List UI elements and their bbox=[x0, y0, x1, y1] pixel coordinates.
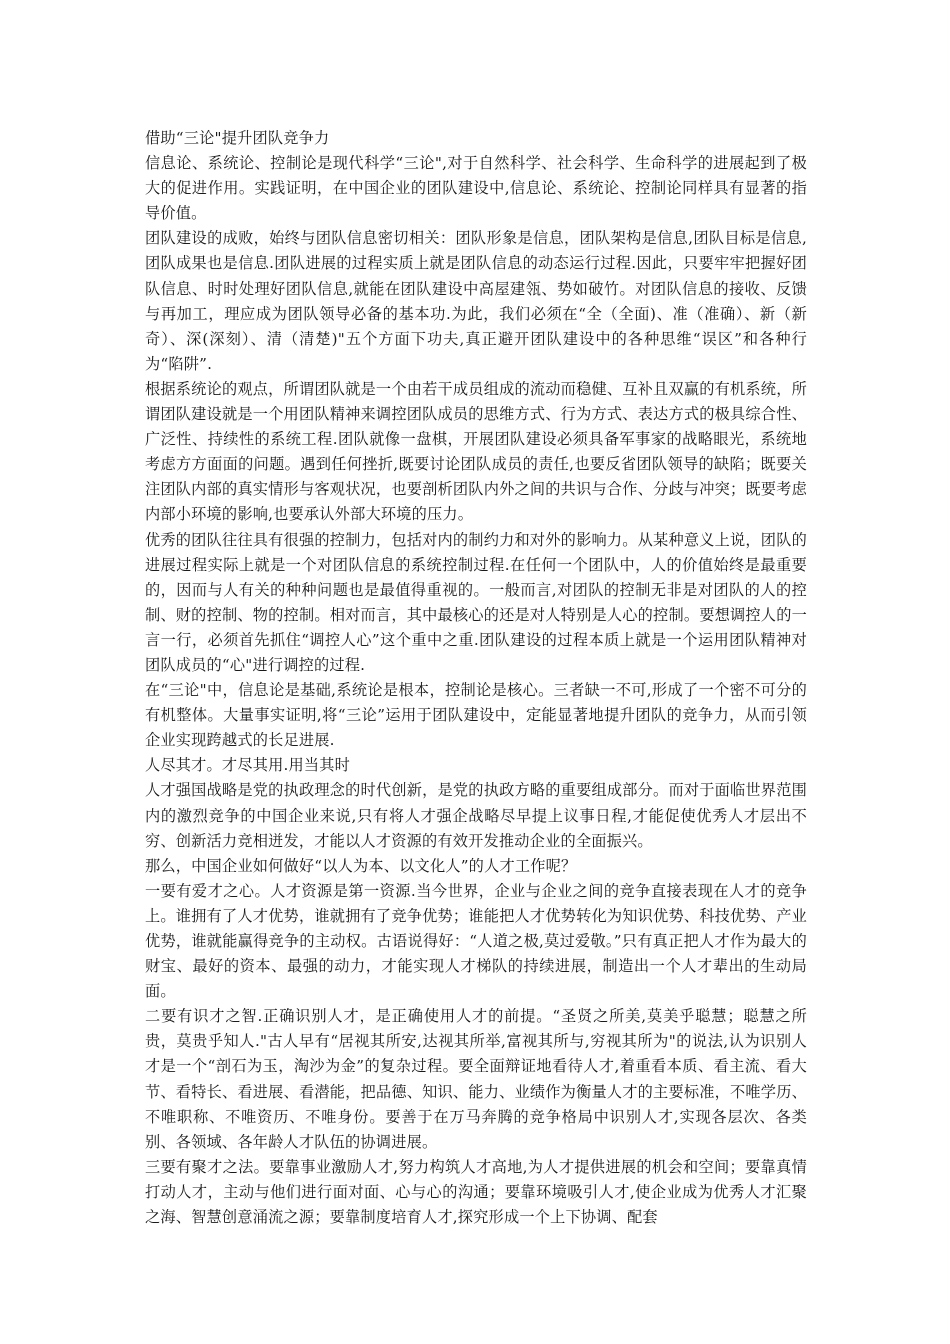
paragraph-identify-talent: 二要有识才之智.正确识别人才，是正确使用人才的前提。“圣贤之所美,莫美乎聪慧；聪慧之所贵，莫贵乎知人."古人早有“居视其所安,达视其所举,富视其所与,穷视其所为"的说法,认为识别人才是一个“剖石为玉，淘沙为金”的复杂过程。要全面辩证地看待人才,着重看本质、看主流、看大节、看特长、看进展、看潜能，把品德、知识、能力、业绩作为衡量人才的主要标准，不唯学历、不唯职称、不唯资历、不唯身份。要善于在万马奔腾的竞争格局中识别人才,实现各层次、各类别、各领域、各年龄人才队伍的协调进展。 bbox=[145, 1007, 807, 1151]
paragraph-talent-question: 那么，中国企业如何做好“以人为本、以文化人”的人才工作呢？ bbox=[145, 856, 577, 875]
paragraph-control-theory: 优秀的团队往往具有很强的控制力，包括对内的制约力和对外的影响力。从某种意义上说，团队的进展过程实际上就是一个对团队信息的系统控制过程.在任何一个团队中，人的价值始终是最重要的，因而与人有关的种种问题也是最值得重视的。一般而言,对团队的控制无非是对团队的人的控制、财的控制、物的控制。相对而言，其中最核心的还是对人特别是人心的控制。要想调控人的一言一行，必须首先抓住“调控人心”这个重中之重.团队建设的过程本质上就是一个运用团队精神对团队成员的“心"进行调控的过程. bbox=[145, 530, 807, 674]
document-page bbox=[145, 126, 807, 1230]
paragraph-talent-strategy: 人才强国战略是党的执政理念的时代创新，是党的执政方略的重要组成部分。而对于面临世界范围内的激烈竞争的中国企业来说,只有将人才强企战略尽早提上议事日程,才能促使优秀人才层出不穷、创新活力竞相迸发，才能以人才资源的有效开发推动企业的全面振兴。 bbox=[145, 781, 807, 850]
paragraph-systems-theory: 根据系统论的观点，所谓团队就是一个由若干成员组成的流动而稳健、互补且双赢的有机系统，所谓团队建设就是一个用团队精神来调控团队成员的思维方式、行为方式、表达方式的极具综合性、广泛性、持续性的系统工程.团队就像一盘棋，开展团队建设必须具备军事家的战略眼光，系统地考虑方方面面的问题。遇到任何挫折,既要讨论团队成员的责任,也要反省团队领导的缺陷；既要关注团队内部的真实情形与客观状况，也要剖析团队内外之间的共识与合作、分歧与冲突；既要考虑内部小环境的影响,也要承认外部大环境的压力。 bbox=[145, 379, 807, 524]
document-title: 借助“三论"提升团队竞争力 bbox=[145, 129, 330, 147]
paragraph-three-theories-summary: 在“三论"中，信息论是基础,系统论是根本，控制论是核心。三者缺一不可,形成了一个密不可分的有机整体。大量事实证明,将“三论”运用于团队建设中，定能显著地提升团队的竞争力，从而引领企业实现跨越式的长足进展. bbox=[145, 681, 807, 750]
paragraph-information-theory: 团队建设的成败，始终与团队信息密切相关：团队形象是信息，团队架构是信息,团队目标是信息,团队成果也是信息.团队进展的过程实质上就是团队信息的动态运行过程.因此，只要牢牢把握好团队信息、时时处理好团队信息,就能在团队建设中高屋建瓴、势如破竹。对团队信息的接收、反馈与再加工，理应成为团队领导必备的基本功.为此，我们必须在“全（全面)、准（准确）、新（新奇）、深(深刻）、清（清楚)"五个方面下功夫,真正避开团队建设中的各种思维“误区”和各种行为“陷阱”. bbox=[145, 229, 807, 373]
paragraph-love-talent: 一要有爱才之心。人才资源是第一资源.当今世界，企业与企业之间的竞争直接表现在人才的竞争上。谁拥有了人才优势，谁就拥有了竞争优势；谁能把人才优势转化为知识优势、科技优势、产业优势，谁就能赢得竞争的主动权。古语说得好：“人道之极,莫过爱敬。”只有真正把人才作为最大的财宝、最好的资本、最强的动力，才能实现人才梯队的持续进展，制造出一个人才辈出的生动局面。 bbox=[145, 881, 807, 1001]
paragraph-three-theories-intro: 信息论、系统论、控制论是现代科学“三论",对于自然科学、社会科学、生命科学的进展起到了极大的促进作用。实践证明，在中国企业的团队建设中,信息论、系统论、控制论同样具有显著的指导价值。 bbox=[145, 154, 807, 223]
paragraph-gather-talent: 三要有聚才之法。要靠事业激励人才,努力构筑人才高地,为人才提供进展的机会和空间；要靠真情打动人才，主动与他们进行面对面、心与心的沟通；要靠环境吸引人才,使企业成为优秀人才汇聚之海、智慧创意涌流之源；要靠制度培育人才,探究形成一个上下协调、配套 bbox=[145, 1157, 807, 1227]
section-heading-talent: 人尽其才。才尽其用.用当其时 bbox=[145, 756, 351, 775]
